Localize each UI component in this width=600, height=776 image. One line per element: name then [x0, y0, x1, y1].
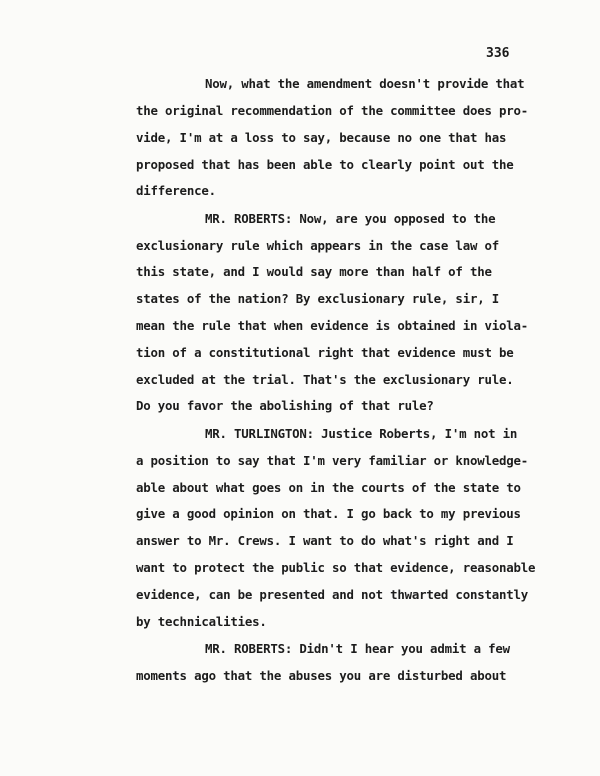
- transcript-line: excluded at the trial. That's the exclusionary rule.: [136, 372, 514, 387]
- transcript-line: MR. ROBERTS: Now, are you opposed to the: [205, 211, 496, 226]
- page-number: 336: [486, 46, 510, 61]
- transcript-line: difference.: [136, 183, 216, 198]
- transcript-line: exclusionary rule which appears in the case law of: [136, 238, 499, 253]
- transcript-line: this state, and I would say more than half of the: [136, 264, 492, 279]
- transcript-line: states of the nation? By exclusionary rule, sir, I: [136, 291, 499, 306]
- transcript-line: a position to say that I'm very familiar or knowledge-: [136, 453, 529, 468]
- transcript-line: Now, what the amendment doesn't provide that: [205, 76, 525, 91]
- transcript-line: the original recommendation of the committee does pro-: [136, 103, 529, 118]
- transcript-line: tion of a constitutional right that evidence must be: [136, 345, 514, 360]
- transcript-line: mean the rule that when evidence is obtained in viola-: [136, 318, 529, 333]
- transcript-line: moments ago that the abuses you are disturbed about: [136, 668, 507, 683]
- transcript-line: want to protect the public so that evidence, reasonable: [136, 560, 536, 575]
- transcript-line: answer to Mr. Crews. I want to do what's right and I: [136, 533, 514, 548]
- transcript-line: MR. TURLINGTON: Justice Roberts, I'm not in: [205, 426, 518, 441]
- transcript-line: proposed that has been able to clearly point out the: [136, 157, 514, 172]
- transcript-line: MR. ROBERTS: Didn't I hear you admit a few: [205, 641, 510, 656]
- transcript-line: vide, I'm at a loss to say, because no one that has: [136, 130, 507, 145]
- transcript-line: give a good opinion on that. I go back to my previous: [136, 506, 521, 521]
- transcript-line: evidence, can be presented and not thwarted constantly: [136, 587, 529, 602]
- transcript-line: able about what goes on in the courts of the state to: [136, 480, 521, 495]
- transcript-line: by technicalities.: [136, 614, 267, 629]
- transcript-line: Do you favor the abolishing of that rule?: [136, 398, 434, 413]
